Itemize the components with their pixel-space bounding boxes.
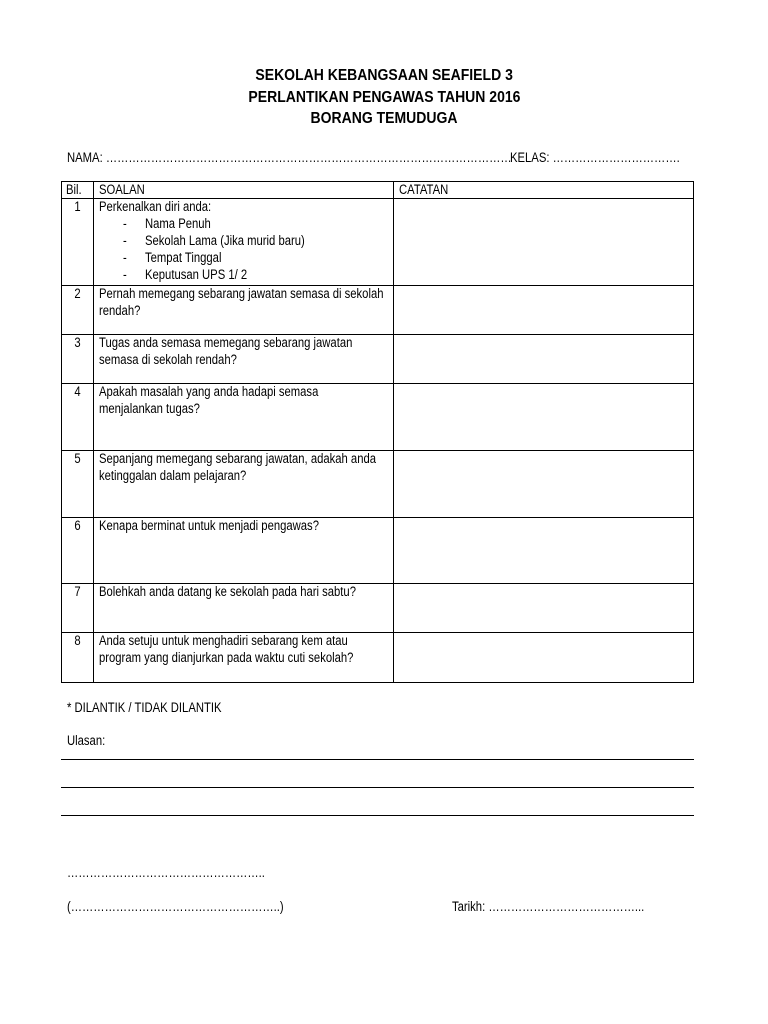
table-row	[62, 285, 693, 334]
form-title: BORANG TEMUDUGA	[310, 110, 458, 127]
row-number-cell	[62, 451, 93, 517]
notes-cell	[393, 199, 693, 285]
table-row	[62, 517, 693, 583]
signatory-name-line: (………………………………………………..)	[67, 899, 284, 914]
question-line: Kenapa berminat untuk menjadi pengawas?	[99, 518, 319, 533]
title-row	[0, 108, 768, 129]
notes-cell	[393, 584, 693, 632]
row-number-cell	[62, 335, 93, 383]
event-title: PERLANTIKAN PENGAWAS TAHUN 2016	[247, 89, 520, 106]
row-number: 5	[74, 451, 81, 466]
column-header-label: CATATAN	[399, 182, 449, 197]
table-row	[62, 632, 693, 682]
column-header-catatan	[393, 182, 693, 198]
table-header-row	[62, 182, 693, 198]
comment-label: Ulasan:	[67, 733, 106, 748]
table-row	[62, 383, 693, 450]
row-number-cell	[62, 384, 93, 450]
question-line: Pernah memegang sebarang jawatan semasa di sekolah	[99, 286, 384, 301]
column-header-soalan	[93, 182, 393, 198]
bullet-item: Nama Penuh	[145, 216, 211, 231]
question-line: Perkenalkan diri anda:	[99, 199, 212, 214]
bullet-dash: -	[123, 250, 127, 265]
column-header-label: Bil.	[66, 182, 82, 197]
question-cell	[93, 286, 393, 334]
question-cell	[93, 384, 393, 450]
comment-line	[61, 815, 694, 816]
date-field: Tarikh: …………………………………...	[452, 899, 645, 914]
column-header-label: SOALAN	[99, 182, 145, 197]
result-options: * DILANTIK / TIDAK DILANTIK	[67, 700, 222, 715]
notes-cell	[393, 633, 693, 682]
row-number: 6	[74, 518, 81, 533]
question-line: ketinggalan dalam pelajaran?	[99, 468, 247, 483]
comment-line	[61, 787, 694, 788]
signature-line: ……………………………………………..	[67, 865, 265, 880]
table-row	[62, 198, 693, 285]
question-line: Bolehkah anda datang ke sekolah pada hari sabtu?	[99, 584, 356, 599]
question-line: semasa di sekolah rendah?	[99, 352, 237, 367]
row-number-cell	[62, 199, 93, 285]
bullet-dash: -	[123, 267, 127, 282]
notes-cell	[393, 335, 693, 383]
column-header-bil	[62, 182, 93, 198]
bullet-item: Keputusan UPS 1/ 2	[145, 267, 248, 282]
comment-line	[61, 759, 694, 760]
row-number-cell	[62, 518, 93, 583]
table-row	[62, 334, 693, 383]
question-line: menjalankan tugas?	[99, 401, 200, 416]
school-name: SEKOLAH KEBANGSAAN SEAFIELD 3	[255, 67, 513, 84]
question-cell	[93, 584, 393, 632]
row-number: 2	[74, 286, 81, 301]
question-cell	[93, 633, 393, 682]
question-line: Apakah masalah yang anda hadapi semasa	[99, 384, 319, 399]
notes-cell	[393, 384, 693, 450]
notes-cell	[393, 451, 693, 517]
row-number: 1	[74, 199, 81, 214]
title-row	[0, 87, 768, 108]
row-number: 8	[74, 633, 81, 648]
bullet-item: Sekolah Lama (Jika murid baru)	[145, 233, 305, 248]
question-line: Tugas anda semasa memegang sebarang jawatan	[99, 335, 353, 350]
row-number-cell	[62, 633, 93, 682]
row-number-cell	[62, 286, 93, 334]
bullet-dash: -	[123, 216, 127, 231]
row-number: 7	[74, 584, 81, 599]
row-number: 3	[74, 335, 81, 350]
name-field: NAMA: ………………………………………………………………………………………………	[67, 150, 512, 165]
question-line: Sepanjang memegang sebarang jawatan, adakah anda	[99, 451, 377, 466]
table-row	[62, 450, 693, 517]
question-line: Anda setuju untuk menghadiri sebarang kem atau	[99, 633, 348, 648]
bullet-dash: -	[123, 233, 127, 248]
table-row	[62, 583, 693, 632]
title-row	[0, 65, 768, 86]
question-cell	[93, 451, 393, 517]
class-field: KELAS: …………………………….	[510, 150, 680, 165]
question-line: program yang dianjurkan pada waktu cuti sekolah?	[99, 650, 354, 665]
question-line: rendah?	[99, 303, 141, 318]
notes-cell	[393, 286, 693, 334]
bullet-item: Tempat Tinggal	[145, 250, 222, 265]
interview-table	[61, 181, 694, 683]
notes-cell	[393, 518, 693, 583]
question-cell	[93, 199, 393, 285]
question-cell	[93, 335, 393, 383]
row-number-cell	[62, 584, 93, 632]
question-cell	[93, 518, 393, 583]
row-number: 4	[74, 384, 81, 399]
